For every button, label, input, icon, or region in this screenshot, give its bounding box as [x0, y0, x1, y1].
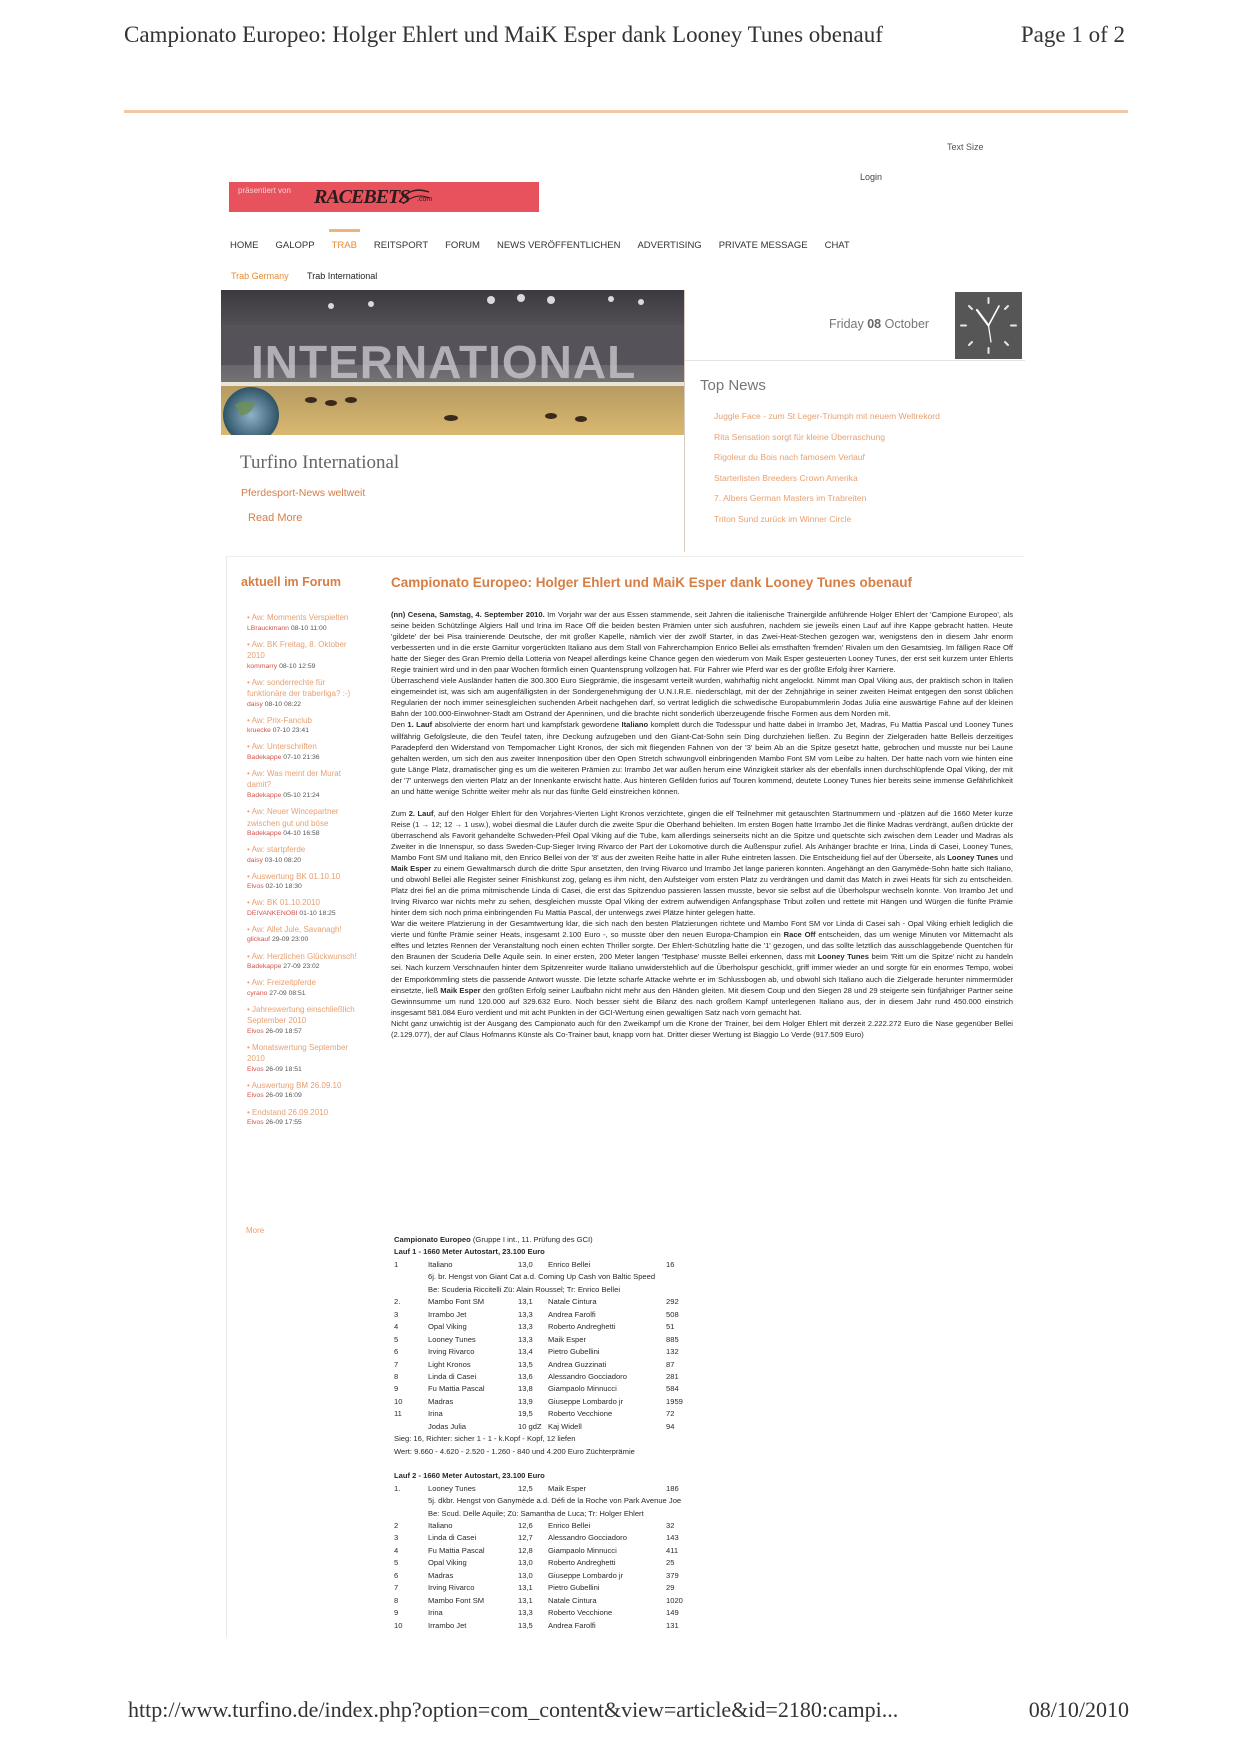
- result-time: 13,3: [518, 1608, 533, 1618]
- result-pos: 10: [394, 1396, 403, 1406]
- result-time: 13,8: [518, 1384, 533, 1394]
- result-pos: 6: [394, 1570, 399, 1580]
- result-odds: 411: [666, 1545, 679, 1555]
- top-news-item[interactable]: Triton Sund zurück im Winner Circle: [714, 513, 852, 524]
- result-driver: Enrico Bellei: [548, 1520, 591, 1530]
- forum-more-link[interactable]: More: [246, 1226, 265, 1235]
- result-driver: Natale Cintura: [548, 1297, 597, 1307]
- forum-item-title[interactable]: • Endstand 26.09.2010: [247, 1107, 329, 1117]
- subnav-trab-germany[interactable]: Trab Germany: [231, 271, 289, 281]
- forum-item[interactable]: [247, 844, 365, 865]
- result-horse: Italiano: [428, 1520, 453, 1530]
- result-time: 13,0: [518, 1570, 533, 1580]
- result-time: 12,6: [518, 1520, 533, 1530]
- result-driver: Maik Esper: [548, 1483, 586, 1493]
- result-time: 12,5: [518, 1483, 533, 1493]
- login-link[interactable]: Login: [860, 172, 883, 182]
- hero-image: [221, 290, 684, 435]
- result-odds: 584: [666, 1384, 679, 1394]
- forum-item-title[interactable]: • Aw: startpferde: [247, 845, 306, 855]
- result-time: 12,8: [518, 1545, 533, 1555]
- result-pos: 4: [394, 1545, 399, 1555]
- forum-item-meta: daisy 08-10 08:22: [247, 700, 302, 708]
- result-odds: 143: [666, 1533, 679, 1543]
- result-pos: 5: [394, 1334, 399, 1344]
- result-pos: 1.: [394, 1483, 401, 1493]
- result-driver: Alessandro Gocciadoro: [548, 1533, 627, 1543]
- forum-item[interactable]: [247, 897, 365, 918]
- result-row: [394, 1421, 994, 1433]
- top-news-item[interactable]: 7. Albers German Masters im Trabreiten: [714, 493, 867, 503]
- result-horse: Madras: [428, 1396, 454, 1406]
- result-driver: Pietro Gubellini: [548, 1347, 600, 1357]
- forum-item-meta: kommarry 08-10 12:59: [247, 662, 316, 670]
- result-odds: 508: [666, 1309, 679, 1319]
- top-news-heading: Top News: [700, 377, 766, 394]
- current-date: [829, 317, 929, 331]
- result-pos: 5: [394, 1558, 399, 1568]
- result-horse: Mambo Font SM: [428, 1595, 485, 1605]
- result-time: 13,4: [518, 1347, 533, 1357]
- result-odds: 379: [666, 1570, 679, 1580]
- top-news-divider: [685, 360, 1025, 361]
- result-horse: Jodas Julia: [428, 1421, 466, 1431]
- forum-item[interactable]: [247, 951, 365, 972]
- result-horse: Looney Tunes: [428, 1334, 476, 1344]
- result-time: 13,0: [518, 1259, 533, 1269]
- result-pos: 9: [394, 1384, 399, 1394]
- result-row: [394, 1271, 994, 1283]
- nav-news-publish[interactable]: NEWS VERÖFFENTLICHEN: [496, 240, 621, 251]
- result-driver: Roberto Vecchione: [548, 1608, 613, 1618]
- article-paragraph: Zum 2. Lauf, auf den Holger Ehlert für den Vorjahres-Vierten Light Kronos verzichtete, gingen die elf Teilnehmer mit getauschten Startnummern und -plätzen auf die 1660 Meter kurze Reise (1 → 12; 12 → 1 usw.), wobei diesmal die Läufer durch die zweite Spur die Oberhand behielten. Im ersten Bogen hatte Irrambo Jet die flinke Madras verdrängt, außen drückte der überraschend als Favorit gehandelte Schweden-Pfeil Opal Viking auf die Tube, kam allerdings seinerseits nicht an die Spitze und quetschte sich zwischen dem Leader und Madras als Zweiter in die Innenspur, so dass Sweden-Cup-Sieger Irving Rivarco der Part der Lokomotive durch die Außenspur zufiel. Als Anhänger brachte er Irina, Linda di Casei, Looney Tunes, Mambo Font SM und Italiano mit, den Enrico Bellei von der '8' aus der zweiten Reihe hatte in aller Ruhe eintreten lassen. Die Entscheidung fiel auf der Überseite, als Looney Tunes und Maik Esper zu einem Gewaltmarsch durch die dritte Spur ansetzten, den Irving Rivarco und Irrambo Jet lange parieren konnten. Angehängt an den Ganymède-Sohn hatte sich Italiano, und obwohl Bellei alle Register seiner Finishkunst zog, gelang es ihm nicht, den Aufsteiger vom ersten Platz zu verdrängen und damit das Match in zwei Heats für sich zu entscheiden. Platz drei fiel an die prima mitmischende Linda di Casei, die erst das Spitzenduo passieren lassen musste, bevor sie selbst auf die Überholspur wechseln konnte. Von Irrambo Jet und Irving Rivarco war nichts mehr zu sehen, desgleichen musste Opal Viking der extrem aufwendigen Anfangsphase Tribut zollen und rettete mit Hängen und Würgen die fünfte Prämie hinter dem sich noch prima einbringenden Fu Mattia Pascal, der unterwegs zwei Plätze hinter gelegen hatte. War die weitere Platzierung in der Gesamtwertung klar, die sich nach den besten Platzierungen richtete und Mambo Font SM vor Linda di Casei sah - Opal Viking erhielt lediglich die vierte und fünfte Prämie seiner Heats, insgesamt 2.100 Euro -, so musste über den neuen Europa-Champion ein Race Off entscheiden, das um wenige Minuten vor Mitternacht als elftes und letztes Rennen der Veranstaltung noch einen echten Thriller sorgte. Der Ehlert-Schützling hatte die '1' gezogen, und das sollte letztlich das ausschlaggebende Quentchen für den Braunen der Scuderia Delle Aquile sein. In einer ersten, 200 Meter langen 'Testphase' musste Bellei erkennen, dass mit Looney Tunes beim 'Ritt um die Spitze' nicht zu handeln sei. Nach kurzem Verschnaufen hinter dem Spitzenreiter wurde Italiano unwiderstehlich auf die Überholspur geschickt, griff immer wieder an und sorgte für ein enormes Tempo, wobei der Emporkömmling stets die passende Antwort wusste. Die letzte scharfe Attacke wehrte er im Schlussbogen ab, und obwohl sich Italiano auch die Zielgerade herunter nimmermüder einsetzte, ließ Maik Esper den größten Erfolg seiner Laufbahn nicht mehr aus den Händen gleiten. Mit diesem Coup und den Siegen 28 und 29 steigerte sein fünfjähriger Partner seine Gewinnsumme um rund 120.000 auf 329.632 Euro. Noch besser sieht die Bilanz des nach großem Kampf unterlegenen Italiano aus, der in diesem Jahr rund 450.000 einstrich insgesamt 581.084 Euro verdient und mit acht Punkten in der GCI-Wertung einen gewaltigen Satz nach vorn gemacht hat. Nicht ganz unwichtig ist der Ausgang des Campionato auch für den Zweikampf um die Krone der Trainer, bei dem Holger Ehlert mit derzeit 2.222.272 Euro die Nase gegenüber Bellei (2.129.077), der auf Claus Hofmanns Künste als Co-Trainer baut, knapp vorn hat. Dritter dieser Wertung ist Biaggio Lo Verde (917.509 Euro): [391, 808, 1013, 1039]
- top-news-item[interactable]: Rita Sensation sorgt für kleine Überraschung: [714, 431, 886, 442]
- result-driver: Enrico Bellei: [548, 1259, 591, 1269]
- forum-item-title[interactable]: • Aw: Unterschriften: [247, 742, 317, 752]
- result-odds: 885: [666, 1334, 679, 1344]
- forum-item-title[interactable]: • Aw: Was meint der Murat damit?: [247, 768, 341, 790]
- result-horse: 6j. br. Hengst von Giant Cat a.d. Coming Up Cash von Baltic Speed: [428, 1272, 656, 1282]
- feature-title: Turfino International: [240, 452, 400, 473]
- sub-nav: [231, 271, 377, 281]
- lauf1-section: [394, 1246, 994, 1458]
- result-row: [394, 1309, 994, 1321]
- forum-item-meta: kruecke 07-10 23:41: [247, 727, 309, 735]
- print-footer-url: http://www.turfino.de/index.php?option=com_content&view=article&id=2180:campi...: [128, 1697, 899, 1722]
- forum-item[interactable]: [247, 977, 365, 998]
- result-horse: Opal Viking: [428, 1558, 467, 1568]
- result-driver: Andrea Guzzinati: [548, 1359, 607, 1369]
- forum-item[interactable]: [247, 677, 365, 710]
- result-driver: Giampaolo Minnucci: [548, 1384, 617, 1394]
- result-horse: Irina: [428, 1608, 443, 1618]
- lauf2-header: Lauf 2 - 1660 Meter Autostart, 23.100 Euro: [394, 1471, 545, 1481]
- result-odds: 132: [666, 1347, 679, 1357]
- nav-reitsport[interactable]: REITSPORT: [373, 240, 429, 251]
- forum-item[interactable]: [247, 639, 365, 672]
- date-day: 08: [867, 317, 882, 331]
- forum-item-title[interactable]: • Monatswertung September 2010: [247, 1042, 349, 1064]
- result-row: [394, 1520, 994, 1532]
- forum-item-title[interactable]: • Auswertung BM 26.09.10: [247, 1080, 342, 1090]
- article-paragraph: (nn) Cesena, Samstag, 4. September 2010. Im Vorjahr war der aus Essen stammende, seit Jahren die italienische Trainergilde anführende Holger Ehlert der 'Campione Europeo', als seine beiden Schützlinge Algiers Hall und Irina im Race Off die beiden besten Prämien unter sich ausfuhren, nachdem sie jeweils einen Lauf auf ihre Kappe gebracht hatten. Heute 'gildete' der bei Pisa trainierende Deutsche, der mit großer Kapelle, nämlich vier der zwölf Starter, in das Zwei-Heat-Stechen gezogen war, wenigstens den in diesem Jahr enorm verbesserten und in die erste Garnitur vorgerückten Italiano aus dem Stall von Fahrerchampion Enrico Bellei als ernsthaften 'fremden' Rivalen um den Gesamtsieg. Im fälligen Race Off hatte der Sieger des Gran Premio della Lotteria von Neapel allerdings keine Chance gegen den wiederum von Maik Esper gesteuerten Looney Tunes, der erst seit kurzem unter Ehlerts Regie trainiert wird und in den paar Wochen förmlich einen Quantensprung vollzogen hat. Für Fahrer wie Pferd war es der größte Erfolg ihrer Karriere. Überraschend viele Ausländer hatten die 300.300 Euro Siegprämie, die insgesamt verteilt wurden, wahrhaftig nicht angelockt. Nimmt man Opal Viking aus, der praktisch schon in Italien eingemeindet ist, was sich am augenfälligsten in der Sondergenehmigung der U.N.I.R.E. niederschlägt, mit der der Zehnjährige in seiner zweiten Heimat entgegen den sonst üblichen Regularien der noch immer seinesgleichen suchenden Arbeit nachgehen darf, so vertrat lediglich die schwedische Europabummlerin Jodas Julia eine auswärtige Fahne auf der kleinen Bahn der 100.000-Einwohner-Stadt am Ostrand der Apenninen, und die brachte nicht sonderlich überzeugende frische Formen aus dem Norden mit. Den 1. Lauf absolvierte der enorm hart und kampfstark gewordene Italiano komplett durch die Todesspur und hatte dabei in Irrambo Jet, Madras, Fu Mattia Pascal und Looney Tunes willfährig Gefolgsleute, die den Teufel taten, ihre Deckung aufzugeben und den Giant-Cat-Sohn sein Ding durchziehen ließen. Zu Beginn der Zielgeraden hatte Belleis derzeitiges Paradepferd den Widerstand von Tempomacher Light Kronos, der sich mit fliegenden Fahnen von der '3' beim Ab an die Spitze gesetzt hatte, gebrochen und musste nur bei Laune gehalten werden, um sich den aus zweiter Innenposition über den Open Stretch schwungvoll einbringenden Mambo Font SM vom Leibe zu halten. Der hatte nach vorn wie hinten eine gute Länge Platz, dramatischer ging es um die weiteren Prämien zu: Irrambo Jet war außen herum eine Winzigkeit stärker als der ebenfalls innen durchschlüpfende Opal Viking, der mit der '7' unterwegs den vierten Platz an der Innenkante erwischt hatte. Aus hinteren Gefilden furios auf Touren kommend, deutete Looney Tunes hier bereits seine immense Gefährlichkeit an und hätte wenige Schritte weiter mehr als nur das fünfte Geld einstreichen können.: [391, 610, 1014, 796]
- result-row: [394, 1607, 994, 1619]
- result-horse: Be: Scuderia Riccitelli Zü: Alain Roussel; Tr: Enrico Bellei: [428, 1284, 621, 1294]
- result-driver: Alessandro Gocciadoro: [548, 1371, 627, 1381]
- result-driver: Roberto Vecchione: [548, 1409, 613, 1419]
- print-header-title: Campionato Europeo: Holger Ehlert und MaiK Esper dank Looney Tunes obenauf: [124, 22, 883, 47]
- nav-private-message[interactable]: PRIVATE MESSAGE: [718, 240, 808, 251]
- result-pos: 8: [394, 1595, 399, 1605]
- forum-item-title[interactable]: • Aw: Momments Verspielten: [247, 613, 349, 622]
- result-row: [394, 1620, 994, 1632]
- result-horse: Fu Mattia Pascal: [428, 1545, 485, 1555]
- forum-item-meta: Badekappe 27-09 23:02: [247, 963, 320, 971]
- result-horse: 5j. dkbr. Hengst von Ganymède a.d. Défi de la Roche von Park Avenue Joe: [428, 1496, 682, 1506]
- result-odds: 87: [666, 1359, 675, 1369]
- result-time: 13,5: [518, 1359, 533, 1369]
- lauf2-rows: [394, 1483, 994, 1632]
- result-pos: 7: [394, 1583, 399, 1593]
- result-pos: 9: [394, 1608, 399, 1618]
- result-time: 13,6: [518, 1371, 533, 1381]
- result-pos: 1: [394, 1259, 399, 1269]
- racebets-logo: RACEBETS: [314, 186, 410, 208]
- result-odds: 281: [666, 1371, 679, 1381]
- date-month: October: [884, 317, 930, 331]
- result-odds: 25: [666, 1558, 675, 1568]
- forum-item[interactable]: [247, 871, 365, 892]
- forum-item-meta: glickauf 29-09 23:00: [247, 936, 309, 944]
- result-row: [394, 1346, 994, 1358]
- forum-item-title[interactable]: • Aw: BK 01.10.2010: [247, 898, 320, 908]
- article-title: Campionato Europeo: Holger Ehlert und MaiK Esper dank Looney Tunes obenauf: [391, 575, 913, 590]
- result-time: 13,1: [518, 1297, 533, 1307]
- result-horse: Irving Rivarco: [428, 1347, 475, 1357]
- forum-item[interactable]: [247, 1042, 365, 1075]
- result-driver: Giampaolo Minnucci: [548, 1545, 617, 1555]
- result-driver: Roberto Andreghetti: [548, 1322, 616, 1332]
- race-title: Campionato Europeo (Gruppe I int., 11. Prüfung des GCI): [394, 1235, 593, 1244]
- logo-suffix: .com: [417, 196, 433, 203]
- result-odds: 94: [666, 1421, 675, 1431]
- forum-item-title[interactable]: • Aw: Freizeitpferde: [247, 978, 316, 988]
- result-driver: Andrea Farolfi: [548, 1309, 596, 1319]
- result-horse: Looney Tunes: [428, 1483, 476, 1493]
- forum-item-title[interactable]: • Aw: sonderrechte für funktionäre der traberliga? :-): [247, 677, 351, 699]
- lauf1-rows: [394, 1259, 994, 1433]
- forum-item-title[interactable]: • Aw: BK Freitag, 8. Oktober 2010: [247, 639, 347, 661]
- result-pos: 3: [394, 1533, 399, 1543]
- result-horse: Light Kronos: [428, 1359, 471, 1369]
- forum-item[interactable]: [247, 1080, 365, 1101]
- result-odds: 1020: [666, 1595, 683, 1605]
- feature-subtitle: Pferdesport-News weltweit: [241, 487, 366, 499]
- result-row: [394, 1321, 994, 1333]
- result-row: [394, 1334, 994, 1346]
- result-horse: Italiano: [428, 1259, 453, 1269]
- forum-heading: aktuell im Forum: [241, 575, 342, 589]
- result-horse: Linda di Casei: [428, 1533, 477, 1543]
- result-row: [394, 1359, 994, 1371]
- result-time: 13,1: [518, 1583, 533, 1593]
- result-time: 13,0: [518, 1558, 533, 1568]
- result-driver: Roberto Andreghetti: [548, 1558, 616, 1568]
- result-pos: 2.: [394, 1297, 401, 1307]
- result-odds: 292: [666, 1297, 679, 1307]
- result-row: [394, 1508, 994, 1520]
- text-size-control[interactable]: Text Size: [947, 142, 984, 152]
- result-odds: 72: [666, 1409, 675, 1419]
- result-row: [394, 1284, 994, 1296]
- result-row: [394, 1545, 994, 1557]
- forum-item[interactable]: [247, 806, 365, 839]
- result-odds: 131: [666, 1620, 679, 1630]
- nav-advertising[interactable]: ADVERTISING: [637, 240, 702, 251]
- result-row: [394, 1383, 994, 1395]
- forum-item-title[interactable]: • Aw: Allet Jule, Savanagh!: [247, 924, 342, 934]
- result-row: [394, 1595, 994, 1607]
- nav-chat[interactable]: CHAT: [824, 240, 850, 251]
- result-time: 13,1: [518, 1595, 533, 1605]
- content-frame-top: [226, 556, 1024, 557]
- forum-item-meta: LBrauckmann 08-10 11:00: [247, 624, 327, 632]
- result-row: [394, 1396, 994, 1408]
- top-news-item[interactable]: Rigoleur du Bois nach famosem Verlauf: [714, 452, 865, 462]
- result-horse: Madras: [428, 1570, 454, 1580]
- result-odds: 51: [666, 1322, 675, 1332]
- result-odds: 32: [666, 1520, 675, 1530]
- hero-word: INTERNATIONAL: [251, 336, 637, 388]
- forum-item[interactable]: [247, 1107, 365, 1128]
- result-odds: 16: [666, 1259, 675, 1269]
- forum-item-title[interactable]: • Aw: Prix-Fanclub: [247, 715, 312, 725]
- result-pos: 10: [394, 1620, 403, 1630]
- forum-list: [247, 612, 365, 1133]
- main-nav: [230, 240, 867, 251]
- result-driver: Natale Cintura: [548, 1595, 597, 1605]
- read-more-link[interactable]: Read More: [248, 512, 303, 524]
- result-pos: 11: [394, 1409, 402, 1419]
- result-driver: Giuseppe Lombardo jr: [548, 1396, 624, 1406]
- result-time: 13,3: [518, 1322, 533, 1332]
- column-divider: [684, 290, 685, 552]
- sponsor-banner[interactable]: [229, 182, 539, 212]
- result-horse: Irving Rivarco: [428, 1583, 475, 1593]
- forum-item-meta: daisy 03-10 08:20: [247, 856, 302, 864]
- article-dateline: (nn) Cesena, Samstag, 4. September 2010.: [391, 610, 545, 619]
- header-divider: [124, 110, 1128, 113]
- forum-item[interactable]: [247, 1004, 365, 1037]
- result-time: 13,3: [518, 1309, 533, 1319]
- subnav-trab-international[interactable]: Trab International: [307, 271, 378, 281]
- print-page-number: Page 1 of 2: [1020, 22, 1125, 47]
- result-row: [394, 1371, 994, 1383]
- forum-item-meta: Elvos 26-09 16:09: [247, 1092, 302, 1100]
- result-row: [394, 1582, 994, 1594]
- top-news-item[interactable]: Starterlisten Breeders Crown Amerika: [714, 472, 858, 483]
- result-driver: Pietro Gubellini: [548, 1583, 600, 1593]
- result-pos: 6: [394, 1347, 399, 1357]
- print-footer-date: 08/10/2010: [1028, 1697, 1129, 1722]
- lauf2-section: [394, 1470, 994, 1632]
- result-driver: Andrea Farolfi: [548, 1620, 596, 1630]
- date-weekday: Friday: [829, 317, 864, 331]
- result-driver: Maik Esper: [548, 1334, 586, 1344]
- result-horse: Be: Scud. Delle Aquile; Zü: Samantha de Luca; Tr: Holger Ehlert: [428, 1508, 644, 1518]
- result-driver: Giuseppe Lombardo jr: [548, 1570, 624, 1580]
- clock-icon: [955, 292, 1022, 359]
- result-row: [394, 1570, 994, 1582]
- result-row: [394, 1408, 994, 1420]
- forum-item-meta: Elvos 26-09 18:57: [247, 1027, 302, 1035]
- forum-item-title[interactable]: • Jahreswertung einschließlich September 2010: [247, 1004, 355, 1026]
- result-time: 12,7: [518, 1533, 533, 1543]
- result-time: 13,5: [518, 1620, 533, 1630]
- forum-item[interactable]: [247, 715, 365, 736]
- result-pos: 7: [394, 1359, 399, 1369]
- forum-item-title[interactable]: • Auswertung BK 01.10.10: [247, 871, 341, 881]
- nav-trab[interactable]: TRAB: [331, 240, 357, 251]
- forum-item[interactable]: [247, 768, 365, 801]
- result-row: [394, 1557, 994, 1569]
- forum-item-meta: Badekappe 05-10 21:24: [247, 791, 320, 799]
- forum-item-meta: Elvos 02-10 18:30: [247, 883, 302, 891]
- top-news-list: [714, 411, 940, 534]
- result-row: [394, 1532, 994, 1544]
- result-time: 13,9: [518, 1396, 533, 1406]
- forum-item[interactable]: [247, 924, 365, 945]
- result-pos: 3: [394, 1309, 399, 1319]
- result-driver: Kaj Widell: [548, 1421, 582, 1431]
- forum-item[interactable]: [247, 612, 365, 633]
- result-pos: 2: [394, 1520, 399, 1530]
- lauf1-footer: Sieg: 16, Richter: sicher 1 - 1 - k.Kopf - Kopf, 12 liefen: [394, 1434, 576, 1444]
- result-odds: 149: [666, 1608, 679, 1618]
- result-time: 13,3: [518, 1334, 533, 1344]
- result-horse: Opal Viking: [428, 1322, 467, 1332]
- result-horse: Linda di Casei: [428, 1371, 477, 1381]
- result-horse: Irrambo Jet: [428, 1620, 467, 1630]
- result-time: 19,5: [518, 1409, 533, 1419]
- result-horse: Irina: [428, 1409, 443, 1419]
- race-results: [394, 1234, 994, 1644]
- result-horse: Fu Mattia Pascal: [428, 1384, 485, 1394]
- result-row: [394, 1259, 994, 1271]
- forum-item-title[interactable]: • Aw: Herzlichen Glückwunsch!: [247, 951, 357, 961]
- nav-home[interactable]: HOME: [230, 240, 259, 251]
- article-body: [391, 609, 1013, 1051]
- forum-item-meta: Badekappe 04-10 16:58: [247, 830, 320, 838]
- result-row: [394, 1296, 994, 1308]
- lauf1-header: Lauf 1 - 1660 Meter Autostart, 23.100 Euro: [394, 1247, 545, 1257]
- forum-item[interactable]: [247, 741, 365, 762]
- result-horse: Irrambo Jet: [428, 1309, 467, 1319]
- result-odds: 29: [666, 1583, 675, 1593]
- result-pos: 4: [394, 1322, 399, 1332]
- lauf1-footer: Wert: 9.660 - 4.620 - 2.520 - 1.260 - 840 und 4.200 Euro Züchterprämie: [394, 1446, 635, 1456]
- content-frame-left: [226, 557, 227, 1637]
- top-news-item[interactable]: Juggle Face - zum St Leger-Triumph mit neuem Weltrekord: [714, 411, 940, 421]
- forum-item-meta: cyrano 27-09 08:51: [247, 989, 306, 997]
- result-row: [394, 1495, 994, 1507]
- result-time: 10 gdZ: [518, 1421, 542, 1431]
- forum-item-meta: Badekappe 07-10 21:36: [247, 753, 320, 761]
- result-pos: 8: [394, 1371, 399, 1381]
- forum-item-meta: DEIVANKENOBI 01-10 18:25: [247, 909, 336, 917]
- forum-item-title[interactable]: • Aw: Neuer Wincepartner zwischen gut und böse: [247, 807, 339, 828]
- result-odds: 186: [666, 1483, 679, 1493]
- result-horse: Mambo Font SM: [428, 1297, 485, 1307]
- nav-galopp[interactable]: GALOPP: [275, 240, 315, 251]
- forum-item-meta: Elvos 26-09 18:51: [247, 1065, 302, 1073]
- result-row: [394, 1483, 994, 1495]
- presented-by-label: präsentiert von: [238, 186, 291, 195]
- nav-forum[interactable]: FORUM: [445, 240, 480, 251]
- forum-item-meta: Elvos 26-09 17:55: [247, 1119, 302, 1126]
- result-odds: 1959: [666, 1396, 683, 1406]
